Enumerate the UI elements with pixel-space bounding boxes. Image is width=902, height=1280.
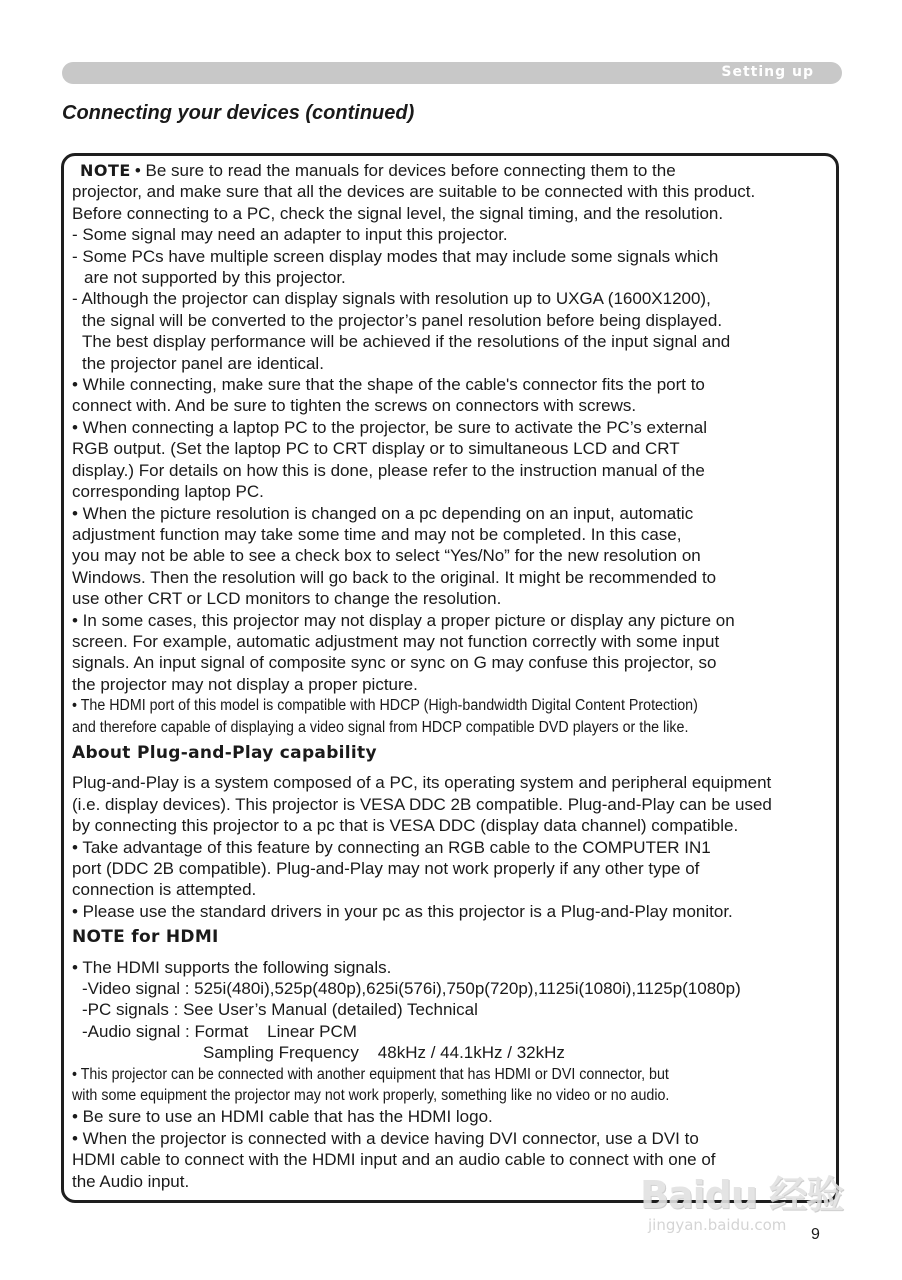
note-tag: NOTE (80, 161, 131, 180)
hdmi-line: -Audio signal : Format Linear PCM (82, 1021, 357, 1041)
note-line: NOTE • Be sure to read the manuals for devices before connecting them to the (72, 160, 834, 181)
hdmi-heading: NOTE for HDMI (72, 927, 219, 948)
note-line: • In some cases, this projector may not display a proper picture or display any picture on (72, 610, 735, 630)
note-line: - Although the projector can display signals with resolution up to UXGA (1600X1200), (72, 289, 711, 309)
section-header-bar (62, 62, 842, 84)
pnp-line: (i.e. display devices). This projector is VESA DDC 2B compatible. Plug-and-Play can be used (72, 794, 772, 814)
pnp-line: • Please use the standard drivers in your pc as this projector is a Plug-and-Play monitor. (72, 901, 733, 921)
note-line: • When connecting a laptop PC to the projector, be sure to activate the PC’s external (72, 417, 708, 437)
watermark-url: jingyan.baidu.com (648, 1216, 787, 1234)
hdmi-line: • The HDMI supports the following signals. (72, 957, 392, 977)
note-line: RGB output. (Set the laptop PC to CRT display or to simultaneous LCD and CRT (72, 439, 680, 459)
note-line: the signal will be converted to the projector’s panel resolution before being displayed. (82, 310, 723, 330)
pnp-line: • Take advantage of this feature by connecting an RGB cable to the COMPUTER IN1 (72, 837, 711, 857)
hdmi-line: • This projector can be connected with another equipment that has HDMI or DVI connector, but (72, 1065, 669, 1083)
note-line: the projector panel are identical. (82, 353, 324, 373)
pnp-line: Plug-and-Play is a system composed of a PC, its operating system and peripheral equipment (72, 773, 772, 793)
note-content (72, 160, 834, 1192)
pnp-line: port (DDC 2B compatible). Plug-and-Play may not work properly if any other type of (72, 859, 700, 878)
hdmi-line: the Audio input. (72, 1171, 190, 1191)
pnp-heading: About Plug-and-Play capability (72, 742, 377, 763)
note-line: you may not be able to see a check box to select “Yes/No” for the new resolution on (72, 546, 701, 566)
note-line: - Some PCs have multiple screen display modes that may include some signals which (72, 246, 719, 266)
hdmi-line: • When the projector is connected with a device having DVI connector, use a DVI to (72, 1128, 699, 1148)
note-line: • When the picture resolution is changed on a pc depending on an input, automatic (72, 503, 694, 523)
note-line: the projector may not display a proper picture. (72, 674, 418, 694)
hdmi-line: Sampling Frequency 48kHz / 44.1kHz / 32kHz (203, 1043, 565, 1063)
note-line: The best display performance will be achieved if the resolutions of the input signal and (82, 332, 731, 352)
section-label: Setting up (721, 64, 814, 80)
note-line: projector, and make sure that all the devices are suitable to be connected with this product. (72, 182, 756, 202)
hdmi-line: -PC signals : See User’s Manual (detailed) Technical (82, 1000, 478, 1020)
note-line: connect with. And be sure to tighten the screws on connectors with screws. (72, 396, 637, 416)
pnp-line: connection is attempted. (72, 880, 257, 900)
note-line: adjustment function may take some time and may not be completed. In this case, (72, 524, 682, 544)
watermark-logo: Baidu 经验 (640, 1173, 844, 1217)
note-line: corresponding laptop PC. (72, 482, 264, 502)
note-line: display.) For details on how this is done, please refer to the instruction manual of the (72, 460, 705, 480)
note-line: signals. An input signal of composite sync or sync on G may confuse this projector, so (72, 653, 717, 673)
note-line: • While connecting, make sure that the shape of the cable's connector fits the port to (72, 375, 705, 395)
page-title: Connecting your devices (continued) (62, 102, 415, 124)
pnp-line: by connecting this projector to a pc that is VESA DDC (display data channel) compatible. (72, 816, 739, 836)
hdmi-line: -Video signal : 525i(480i),525p(480p),625i(576i),750p(720p),1125i(1080i),1125p(1080p) (82, 979, 741, 999)
note-line: screen. For example, automatic adjustment may not function correctly with some input (72, 631, 720, 651)
hdmi-line: HDMI cable to connect with the HDMI input and an audio cable to connect with one of (72, 1150, 716, 1170)
hdmi-line: • Be sure to use an HDMI cable that has the HDMI logo. (72, 1107, 493, 1127)
note-line: are not supported by this projector. (84, 268, 346, 288)
page-number: 9 (811, 1226, 820, 1243)
note-line: Before connecting to a PC, check the signal level, the signal timing, and the resolution. (72, 203, 724, 223)
hdmi-line: with some equipment the projector may not work properly, something like no video or no audio. (72, 1087, 670, 1105)
note-line: use other CRT or LCD monitors to change the resolution. (72, 589, 502, 609)
note-line: Windows. Then the resolution will go back to the original. It might be recommended to (72, 567, 717, 587)
note-line: • The HDMI port of this model is compatible with HDCP (High-bandwidth Digital Content Protection) (72, 697, 698, 715)
note-line: - Some signal may need an adapter to input this projector. (72, 225, 508, 245)
note-line: and therefore capable of displaying a video signal from HDCP compatible DVD players or the like. (72, 718, 689, 736)
